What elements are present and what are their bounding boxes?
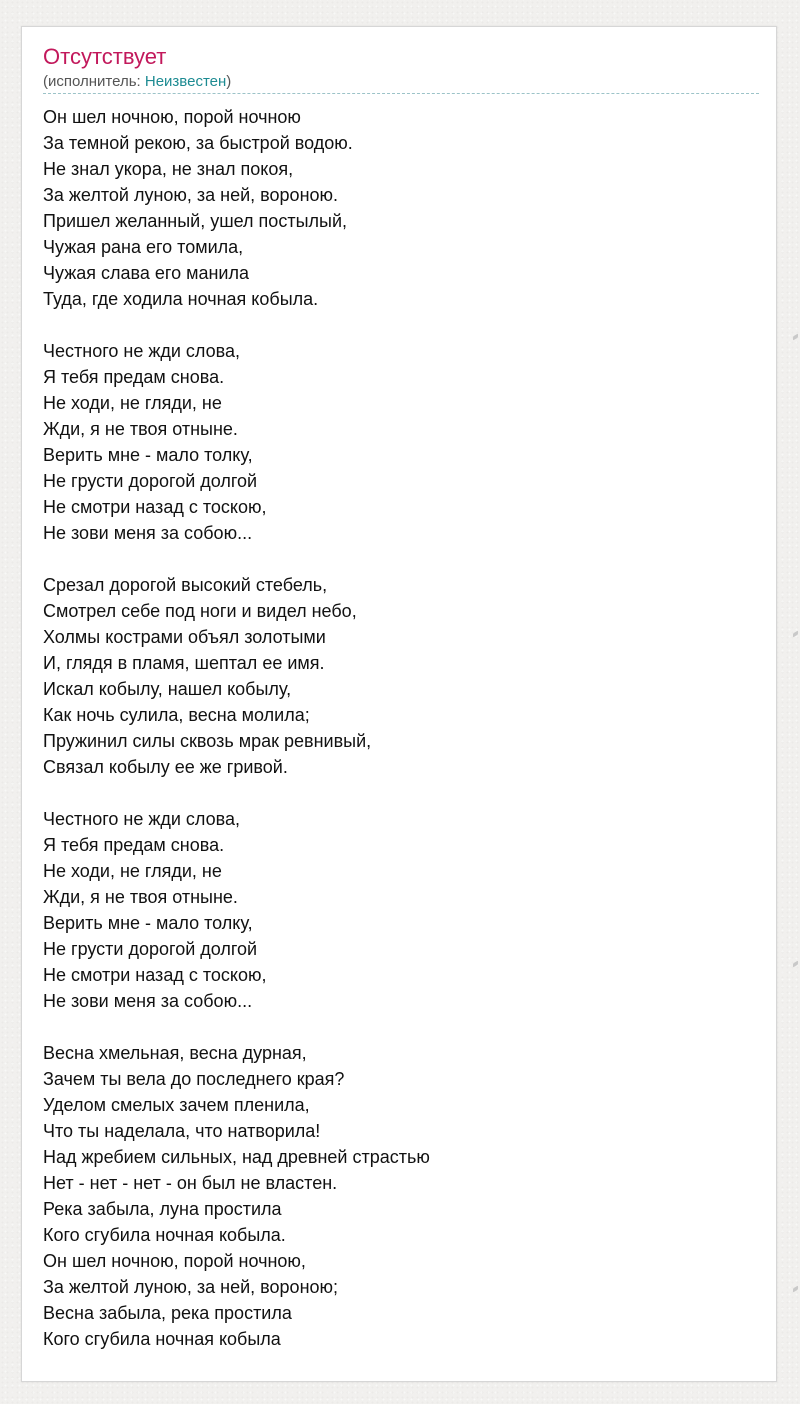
lyric-line: Кого сгубила ночная кобыла <box>43 1329 281 1349</box>
song-title: Отсутствует <box>43 44 167 69</box>
lyric-line: Туда, где ходила ночная кобыла. <box>43 289 319 309</box>
lyric-line: Срезал дорогой высокий стебель, <box>43 575 328 595</box>
lyric-line: За желтой луною, за ней, вороною; <box>43 1277 339 1297</box>
lyric-line: Нет - нет - нет - он был не властен. <box>43 1173 338 1193</box>
artist-link[interactable]: Неизвестен <box>144 73 227 90</box>
artist-prefix: (исполнитель: <box>43 73 145 90</box>
lyric-line: Не грусти дорогой долгой <box>43 939 258 959</box>
lyric-line: Я тебя предам снова. <box>43 367 225 387</box>
divider <box>43 93 759 94</box>
page-edge-mark <box>793 1286 798 1293</box>
lyric-line: Не знал укора, не знал покоя, <box>43 159 294 179</box>
lyric-line: Не грусти дорогой долгой <box>43 471 258 491</box>
stanza <box>43 572 430 780</box>
lyric-line: Верить мне - мало толку, <box>43 445 253 465</box>
lyric-line: Весна хмельная, весна дурная, <box>43 1043 307 1063</box>
lyric-line: Я тебя предам снова. <box>43 835 225 855</box>
lyric-line: Не смотри назад с тоскою, <box>43 965 267 985</box>
lyric-line: Не зови меня за собою... <box>43 991 253 1011</box>
lyric-line: Смотрел себе под ноги и видел небо, <box>43 601 357 621</box>
lyric-line: Жди, я не твоя отныне. <box>43 887 238 907</box>
artist-suffix: ) <box>226 73 232 90</box>
lyric-line: Чужая рана его томила, <box>43 237 244 257</box>
lyric-line: Чужая слава его манила <box>43 263 249 283</box>
lyric-line: Искал кобылу, нашел кобылу, <box>43 679 292 699</box>
lyric-line: Холмы кострами объял золотыми <box>43 627 326 647</box>
stanza <box>43 338 430 546</box>
lyrics-card <box>21 26 777 1382</box>
lyric-line: За темной рекою, за быстрой водою. <box>43 133 353 153</box>
lyric-line: Весна забыла, река простила <box>43 1303 292 1323</box>
page-edge-mark <box>793 334 798 341</box>
lyric-line: Не ходи, не гляди, не <box>43 861 222 881</box>
stanza <box>43 104 430 312</box>
lyric-line: Пришел желанный, ушел постылый, <box>43 211 347 231</box>
lyric-line: Пружинил силы сквозь мрак ревнивый, <box>43 731 372 751</box>
lyric-line: Он шел ночною, порой ночною <box>43 107 301 127</box>
lyric-line: Что ты наделала, что натворила! <box>43 1121 321 1141</box>
lyric-line: Не смотри назад с тоскою, <box>43 497 267 517</box>
lyric-line: Над жребием сильных, над древней страстью <box>43 1147 430 1167</box>
lyric-line: Жди, я не твоя отныне. <box>43 419 238 439</box>
lyrics-text <box>43 104 430 1378</box>
stanza <box>43 1040 430 1352</box>
lyric-line: Честного не жди слова, <box>43 341 241 361</box>
artist-line <box>43 72 231 92</box>
lyric-line: Честного не жди слова, <box>43 809 241 829</box>
lyric-line: Как ночь сулила, весна молила; <box>43 705 310 725</box>
lyric-line: Не ходи, не гляди, не <box>43 393 222 413</box>
lyric-line: Уделом смелых зачем пленила, <box>43 1095 310 1115</box>
lyric-line: Не зови меня за собою... <box>43 523 253 543</box>
lyric-line: Зачем ты вела до последнего края? <box>43 1069 345 1089</box>
lyric-line: Река забыла, луна простила <box>43 1199 282 1219</box>
lyric-line: За желтой луною, за ней, вороною. <box>43 185 339 205</box>
page-edge-mark <box>793 961 798 968</box>
lyric-line: Кого сгубила ночная кобыла. <box>43 1225 286 1245</box>
stanza <box>43 806 430 1014</box>
page-edge-mark <box>793 631 798 638</box>
lyric-line: Он шел ночною, порой ночною, <box>43 1251 306 1271</box>
lyric-line: Связал кобылу ее же гривой. <box>43 757 288 777</box>
lyric-line: И, глядя в пламя, шептал ее имя. <box>43 653 325 673</box>
lyric-line: Верить мне - мало толку, <box>43 913 253 933</box>
